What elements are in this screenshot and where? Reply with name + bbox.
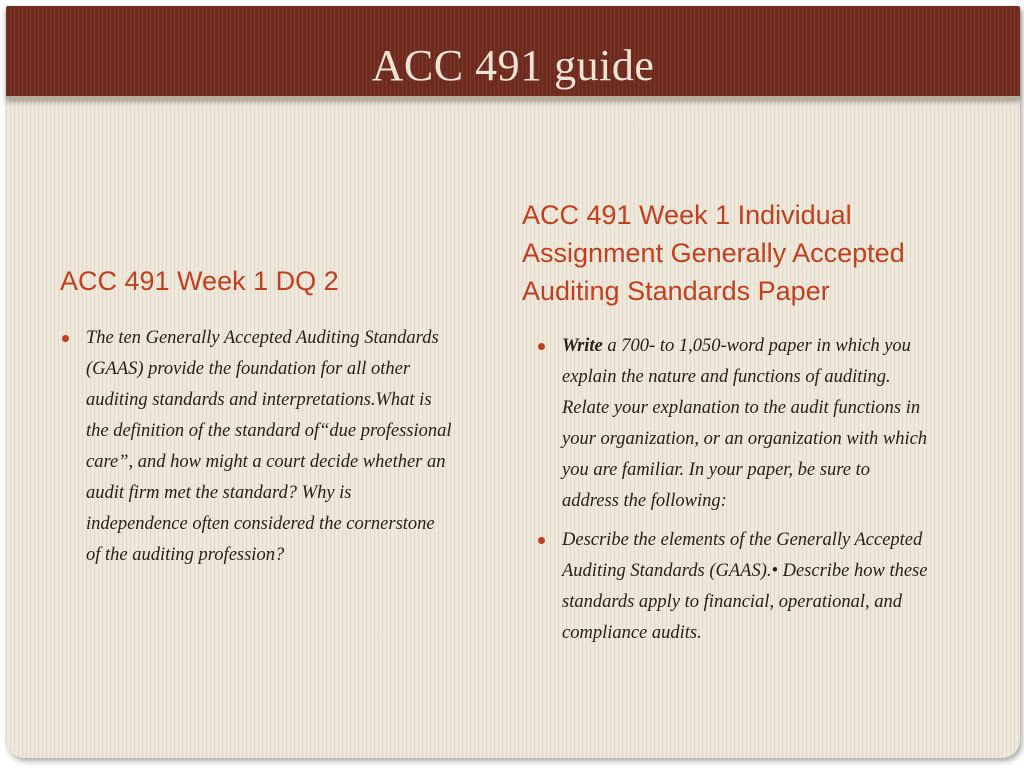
title-bar (6, 6, 1020, 99)
slide-panel (6, 6, 1020, 758)
right-bullet-list (538, 331, 928, 657)
bullet-icon (62, 335, 69, 342)
slide-title: ACC 491 guide (371, 41, 655, 90)
left-column-heading: ACC 491 Week 1 DQ 2 (60, 266, 339, 296)
bullet-text: a 700- to 1,050-word paper in which you explain the nature and functions of auditing. Relate your explanation to the audit functions in your organization, or an organization with which you are familiar. In your paper, be sure to address the following: (562, 336, 928, 511)
list-item (538, 525, 928, 649)
bullet-text: Describe the elements of the Generally Accepted Auditing Standards (GAAS).• Describe how these standards apply to financial, operational, and compliance audits. (562, 530, 928, 643)
list-item (538, 331, 928, 517)
left-bullet-list (62, 323, 452, 579)
right-column-heading: ACC 491 Week 1 Individual Assignment Generally Accepted Auditing Standards Paper (522, 200, 905, 306)
bullet-icon (538, 343, 545, 350)
list-item (62, 323, 452, 571)
bullet-icon (538, 537, 545, 544)
bullet-text: The ten Generally Accepted Auditing Standards (GAAS) provide the foundation for all other auditing standards and interpretations.What is the definition of the standard of“due professional care”, and how might a court decide whether an audit firm met the standard? Why is independence often considered the cornerstone of the auditing profession? (86, 328, 452, 565)
bullet-lead-text: Write (562, 336, 603, 356)
